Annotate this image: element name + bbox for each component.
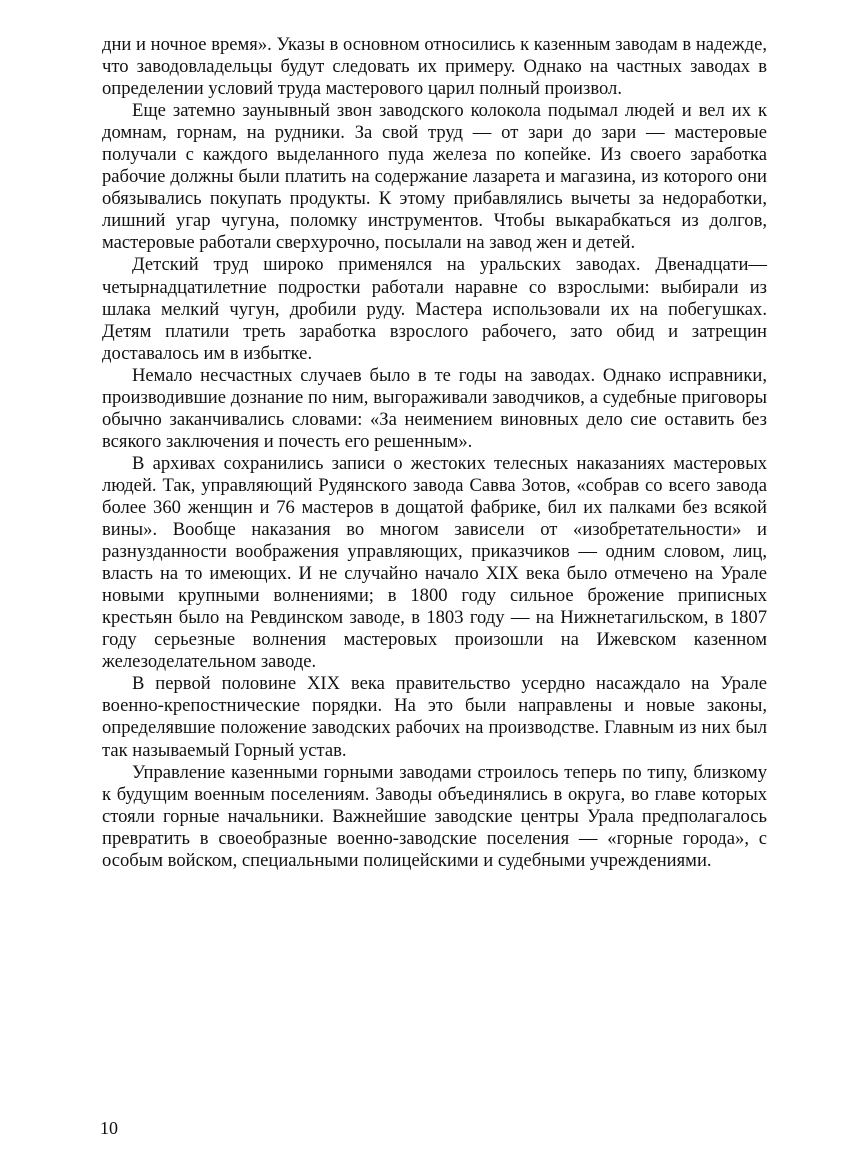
paragraph-1: дни и ночное время». Указы в основном относились к казенным заводам в надежде, что заводовладельцы будут следовать их примеру. Однако на частных заводах в определении условий труда мастерового царил полный произвол. (102, 34, 767, 100)
paragraph-3: Детский труд широко применялся на уральских заводах. Двенадцати—четырнадцатилетние подростки работали наравне со взрослыми: выбирали из шлака мелкий чугун, дробили руду. Мастера использовали их на побегушках. Детям платили треть заработка взрослого рабочего, зато обид и затрещин доставалось им в избытке. (102, 254, 767, 364)
paragraph-7: Управление казенными горными заводами строилось теперь по типу, близкому к будущим военным поселениям. Заводы объединялись в округа, во главе которых стояли горные начальники. Важнейшие заводские центры Урала предполагалось превратить в своеобразные военно-заводские поселения — «горные города», с особым войском, специальными полицейскими и судебными учреждениями. (102, 761, 767, 871)
paragraph-4: Немало несчастных случаев было в те годы на заводах. Однако исправники, производившие дознание по ним, выгораживали заводчиков, а судебные приговоры обычно заканчивались словами: «За неимением виновных дело сие оставить без всякого заключения и почесть его решенным». (102, 364, 767, 452)
paragraph-6: В первой половине XIX века правительство усердно насаждало на Урале военно-крепостнические порядки. На это были направлены и новые законы, определявшие положение заводских рабочих на производстве. Главным из них был так называемый Горный устав. (102, 673, 767, 761)
page-number: 10 (100, 1118, 118, 1138)
paragraph-2: Еще затемно заунывный звон заводского колокола подымал людей и вел их к домнам, горнам, на рудники. За свой труд — от зари до зари — мастеровые получали с каждого выделанного пуда железа по копейке. Из своего заработка рабочие должны были платить на содержание лазарета и магазина, из которого они обязывались покупать продукты. К этому прибавлялись вычеты за недоработки, лишний угар чугуна, поломку инструментов. Чтобы выкарабкаться из долгов, мастеровые работали сверхурочно, посылали на завод жен и детей. (102, 100, 767, 254)
paragraph-5: В архивах сохранились записи о жестоких телесных наказаниях мастеровых людей. Так, управляющий Рудянского завода Савва Зотов, «собрав со всего завода более 360 женщин и 76 мастеров в дощатой фабрике, бил их палками без всякой вины». Вообще наказания во многом зависели от «изобретательности» и разнузданности воображения управляющих, приказчиков — одним словом, лиц, власть на то имеющих. И не случайно начало XIX века было отмечено на Урале новыми крупными волнениями; в 1800 году сильное брожение приписных крестьян было на Ревдинском заводе, в 1803 году — на Нижнетагильском, в 1807 году серьезные волнения мастеровых произошли на Ижевском казенном железоделательном заводе. (102, 452, 767, 673)
body-text (102, 34, 767, 872)
